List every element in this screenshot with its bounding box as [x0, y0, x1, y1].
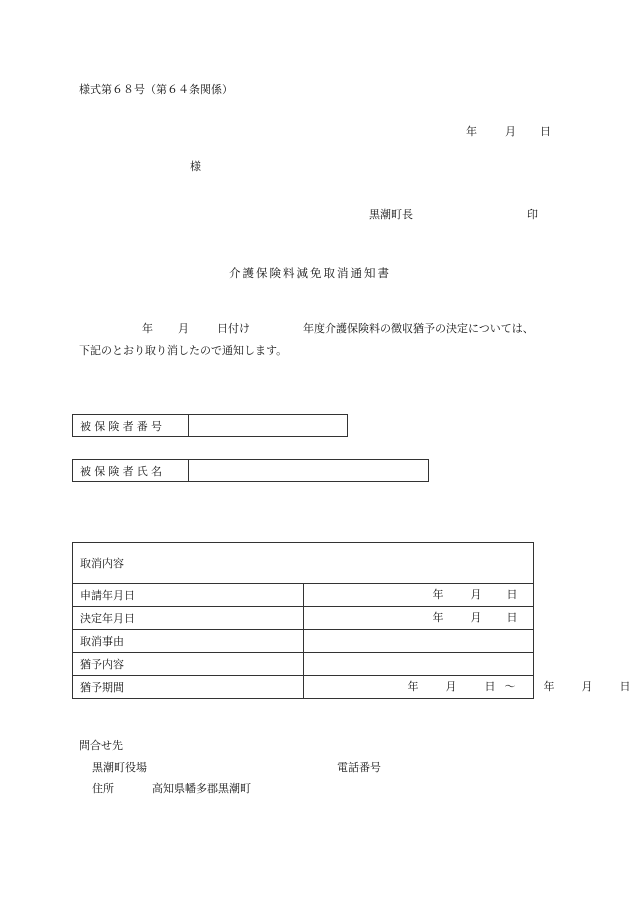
period-tilde: 〜 [504, 680, 516, 693]
decision-date-field [303, 607, 534, 630]
period-end-day: 日 [619, 680, 630, 693]
decision-year: 年 [432, 611, 444, 624]
contact-address: 高知県幡多郡黒潮町 [152, 782, 251, 795]
cancellation-table [72, 542, 630, 699]
application-date-field [303, 584, 534, 607]
table-row [73, 607, 534, 630]
insured-number-label: 被保険者番号 [73, 415, 189, 437]
deferral-period-label: 猶予期間 [73, 676, 304, 699]
cancellation-heading: 取消内容 [73, 543, 534, 584]
table-row [73, 584, 534, 607]
decision-day: 日 [506, 611, 518, 624]
issuer-name: 黒潮町長 [369, 208, 413, 221]
contact-office: 黒潮町役場 [92, 761, 147, 774]
table-row [73, 653, 534, 676]
insured-name-table [72, 459, 429, 482]
application-day: 日 [506, 588, 518, 601]
body-line1-rest: 年度介護保険料の徴収猶予の決定については、 [303, 322, 534, 335]
period-end-month: 月 [581, 680, 593, 693]
application-year: 年 [432, 588, 444, 601]
insured-number-table [72, 414, 348, 437]
period-start-year: 年 [407, 680, 419, 693]
cancellation-reason-field [303, 630, 534, 653]
contact-address-label: 住所 [92, 782, 114, 795]
seal-mark: 印 [527, 208, 538, 221]
period-end-year: 年 [543, 680, 555, 693]
table-row [73, 676, 534, 699]
deferral-content-label: 猶予内容 [73, 653, 304, 676]
body-year: 年 [142, 322, 153, 335]
addressee-suffix: 様 [190, 160, 201, 173]
issue-date-day: 日 [540, 125, 551, 138]
decision-date-label: 決定年月日 [73, 607, 304, 630]
document-title: 介護保険料減免取消通知書 [229, 266, 391, 280]
decision-month: 月 [470, 611, 482, 624]
cancellation-reason-label: 取消事由 [73, 630, 304, 653]
application-month: 月 [470, 588, 482, 601]
deferral-content-field [303, 653, 534, 676]
form-number: 様式第６８号（第６４条関係） [79, 83, 233, 96]
issue-date-month: 月 [505, 125, 516, 138]
insured-name-label: 被保険者氏名 [73, 460, 189, 482]
deferral-period-field [303, 676, 630, 699]
issue-date-year: 年 [466, 125, 477, 138]
body-month: 月 [178, 322, 189, 335]
body-dated: 日付け [217, 322, 250, 335]
period-start-day: 日 [484, 680, 496, 693]
body-line2: 下記のとおり取り消したので通知します。 [79, 344, 288, 357]
application-date-label: 申請年月日 [73, 584, 304, 607]
insured-number-field [189, 415, 348, 437]
contact-heading: 問合せ先 [79, 739, 123, 752]
period-start-month: 月 [445, 680, 457, 693]
contact-phone-label: 電話番号 [337, 761, 381, 774]
insured-name-field [189, 460, 429, 482]
table-row [73, 630, 534, 653]
